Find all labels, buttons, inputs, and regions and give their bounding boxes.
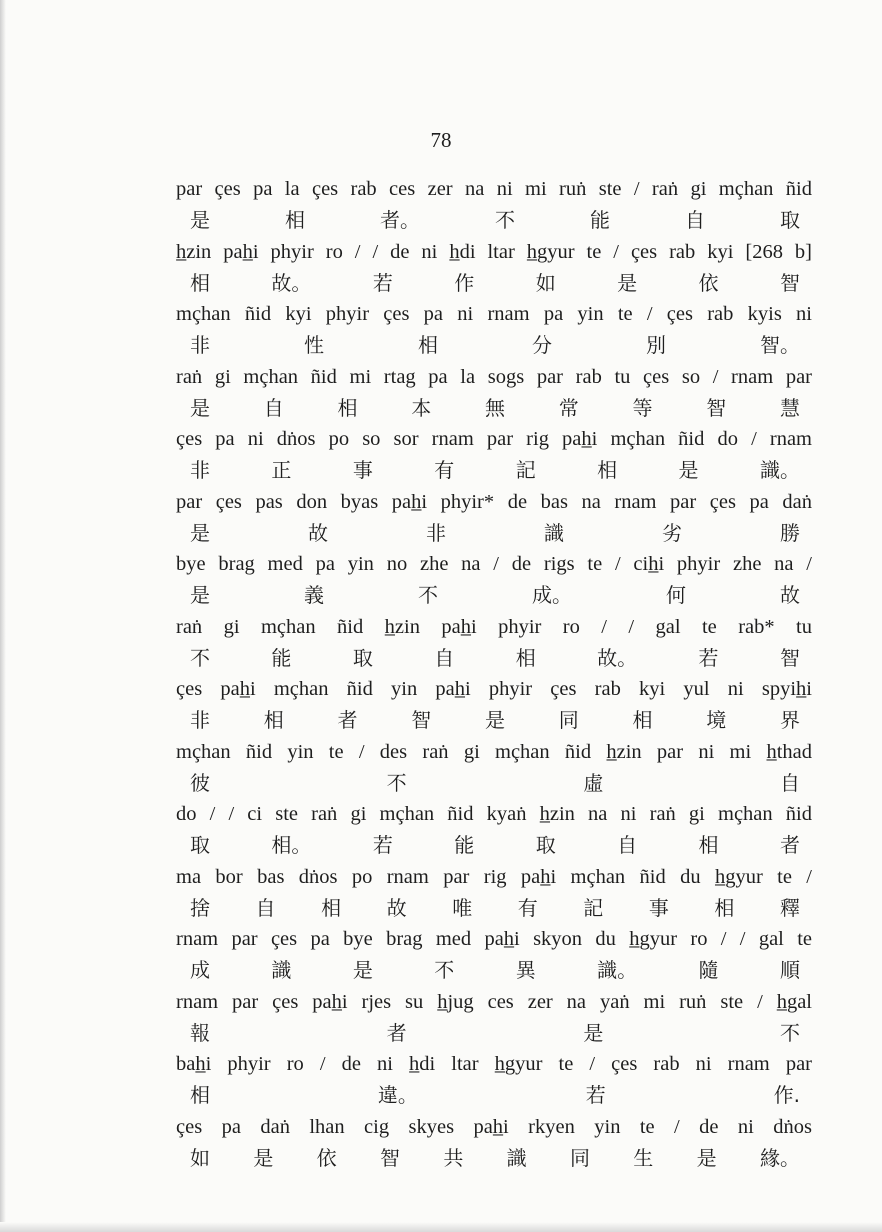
chinese-character: 識。	[597, 958, 638, 982]
text-line-pair	[0, 238, 882, 301]
chinese-character: 者。	[380, 208, 420, 232]
chinese-gloss-line	[190, 957, 800, 983]
chinese-character: 相	[714, 895, 735, 920]
chinese-character: 若	[585, 1083, 606, 1107]
text-line-pair	[0, 738, 882, 801]
chinese-character: 故	[308, 520, 328, 545]
chinese-character: 智	[779, 270, 800, 295]
tibetan-line: par çes pa la çes rab ces zer na ni mi ruṅ ste / raṅ gi mçhan ñid	[176, 178, 812, 200]
tibetan-line: mçhan ñid kyi phyir çes pa ni rnam pa yin te / çes rab kyis ni	[176, 303, 812, 325]
chinese-character: 相	[515, 645, 536, 670]
chinese-character: 是	[583, 1020, 604, 1045]
chinese-character: 緣。	[759, 1145, 800, 1170]
chinese-character: 智	[411, 708, 432, 732]
chinese-character: 依	[316, 1145, 337, 1170]
chinese-character: 若	[372, 270, 393, 295]
chinese-character: 境	[706, 708, 727, 732]
chinese-character: 若	[372, 833, 393, 857]
chinese-character: 取	[535, 833, 556, 857]
text-line-pair	[0, 863, 882, 926]
text-line-pair	[0, 300, 882, 363]
chinese-character: 取	[780, 208, 800, 232]
chinese-character: 是	[190, 520, 210, 545]
chinese-character: 智	[706, 395, 727, 420]
chinese-character: 不	[434, 958, 455, 982]
chinese-character: 有	[434, 458, 455, 482]
interlinear-text	[0, 175, 882, 1175]
chinese-character: 順	[779, 958, 800, 982]
text-line-pair	[0, 363, 882, 426]
chinese-character: 如	[535, 270, 556, 295]
chinese-gloss-line	[190, 332, 800, 358]
chinese-character: 自	[263, 395, 284, 420]
chinese-character: 性	[304, 333, 324, 357]
chinese-character: 者	[386, 1020, 407, 1045]
chinese-character: 非	[190, 333, 210, 357]
tibetan-line: bye brag med pa yin no zhe na / de rigs te / cih̲i phyir zhe na /	[176, 553, 812, 575]
tibetan-line: ma bor bas dṅos po rnam par rig pah̲i mçhan ñid du h̲gyur te /	[176, 865, 812, 888]
chinese-gloss-line	[190, 520, 800, 546]
chinese-character: 非	[190, 708, 210, 732]
chinese-character: 隨	[698, 958, 719, 982]
chinese-gloss-line	[190, 207, 800, 233]
chinese-character: 正	[271, 458, 292, 482]
chinese-character: 者	[337, 708, 358, 732]
chinese-character: 義	[304, 583, 324, 607]
chinese-gloss-line	[190, 1020, 800, 1046]
chinese-character: 作	[454, 270, 475, 295]
chinese-character: 捨	[190, 895, 210, 920]
chinese-character: 非	[190, 458, 210, 482]
chinese-character: 勝	[780, 520, 800, 545]
chinese-gloss-line	[190, 395, 800, 421]
tibetan-line: raṅ gi mçhan ñid h̲zin pah̲i phyir ro / / gal te rab* tu	[176, 615, 812, 638]
chinese-character: 慧	[780, 395, 800, 420]
chinese-character: 相	[263, 708, 284, 732]
text-line-pair	[0, 925, 882, 988]
chinese-character: 是	[190, 208, 210, 232]
chinese-gloss-line	[190, 832, 800, 858]
chinese-character: 不	[386, 770, 407, 795]
tibetan-line: mçhan ñid yin te / des raṅ gi mçhan ñid h̲zin par ni mi h̲thad	[176, 740, 812, 763]
tibetan-line: çes pa ni dṅos po so sor rnam par rig pah̲i mçhan ñid do / rnam	[176, 428, 812, 450]
chinese-character: 識	[506, 1145, 527, 1170]
chinese-character: 相	[597, 458, 618, 482]
chinese-character: 若	[698, 645, 719, 670]
chinese-character: 彼	[190, 770, 210, 795]
chinese-character: 不	[190, 645, 210, 670]
chinese-character: 故。	[271, 270, 312, 295]
chinese-character: 是	[253, 1145, 274, 1170]
chinese-character: 不	[495, 208, 515, 232]
tibetan-line: rnam par çes pah̲i rjes su h̲jug ces zer na yaṅ mi ruṅ ste / h̲gal	[176, 990, 812, 1013]
text-line-pair	[0, 1050, 882, 1113]
chinese-character: 本	[411, 395, 432, 420]
chinese-character: 智。	[760, 333, 800, 357]
chinese-character: 記	[583, 895, 604, 920]
tibetan-line: do / / ci ste raṅ gi mçhan ñid kyaṅ h̲zin na ni raṅ gi mçhan ñid	[176, 803, 812, 825]
chinese-character: 取	[190, 833, 210, 857]
chinese-character: 故	[386, 895, 407, 920]
chinese-character: 何	[666, 583, 686, 607]
chinese-character: 不	[779, 1020, 800, 1045]
text-line-pair	[0, 800, 882, 863]
text-line-pair	[0, 550, 882, 613]
text-line-pair	[0, 613, 882, 676]
chinese-character: 識	[271, 958, 292, 982]
chinese-character: 智	[779, 645, 800, 670]
chinese-gloss-line	[190, 457, 800, 483]
chinese-character: 是	[352, 958, 373, 982]
chinese-character: 是	[678, 458, 699, 482]
chinese-character: 別	[646, 333, 666, 357]
chinese-gloss-line	[190, 1082, 800, 1108]
chinese-character: 相	[190, 270, 210, 295]
chinese-character: 識。	[759, 458, 800, 482]
text-line-pair	[0, 988, 882, 1051]
chinese-character: 相	[632, 708, 653, 732]
chinese-character: 是	[190, 583, 210, 607]
chinese-character: 分	[532, 333, 552, 357]
chinese-character: 識	[544, 520, 564, 545]
chinese-character: 生	[633, 1145, 654, 1170]
chinese-character: 相	[321, 895, 342, 920]
chinese-character: 能	[590, 208, 610, 232]
chinese-character: 相	[337, 395, 358, 420]
text-line-pair	[0, 175, 882, 238]
chinese-character: 能	[271, 645, 292, 670]
chinese-gloss-line	[190, 707, 800, 733]
chinese-character: 自	[685, 208, 705, 232]
chinese-character: 常	[558, 395, 579, 420]
text-line-pair	[0, 675, 882, 738]
chinese-gloss-line	[190, 1145, 800, 1171]
chinese-character: 自	[255, 895, 276, 920]
chinese-character: 相	[285, 208, 305, 232]
chinese-character: 唯	[452, 895, 473, 920]
chinese-gloss-line	[190, 582, 800, 608]
chinese-character: 界	[780, 708, 800, 732]
chinese-character: 虛	[583, 770, 604, 795]
chinese-character: 異	[515, 958, 536, 982]
chinese-character: 智	[379, 1145, 400, 1170]
chinese-character: 釋	[779, 895, 800, 920]
chinese-gloss-line	[190, 895, 800, 921]
tibetan-line: h̲zin pah̲i phyir ro / / de ni h̲di ltar h̲gyur te / çes rab kyi [268 b]	[176, 240, 812, 263]
chinese-character: 事	[352, 458, 373, 482]
page-bottom-edge	[0, 1222, 882, 1232]
chinese-character: 共	[443, 1145, 464, 1170]
chinese-gloss-line	[190, 645, 800, 671]
tibetan-line: çes pah̲i mçhan ñid yin pah̲i phyir çes rab kyi yul ni spyih̲i	[176, 678, 812, 700]
text-line-pair	[0, 425, 882, 488]
chinese-character: 相。	[271, 833, 312, 857]
chinese-character: 故	[780, 583, 800, 607]
chinese-character: 如	[190, 1145, 210, 1170]
chinese-character: 者	[779, 833, 800, 857]
chinese-gloss-line	[190, 770, 800, 796]
chinese-character: 是	[485, 708, 505, 732]
chinese-character: 同	[558, 708, 579, 732]
chinese-character: 依	[698, 270, 719, 295]
chinese-character: 自	[434, 645, 455, 670]
chinese-character: 劣	[662, 520, 682, 545]
text-line-pair	[0, 488, 882, 551]
chinese-character: 違。	[377, 1083, 418, 1107]
chinese-character: 無	[485, 395, 505, 420]
chinese-character: 相	[698, 833, 719, 857]
text-line-pair	[0, 1113, 882, 1176]
page-number: 78	[430, 128, 452, 152]
chinese-character: 相	[418, 333, 438, 357]
chinese-character: 能	[454, 833, 475, 857]
chinese-character: 相	[190, 1083, 210, 1107]
chinese-character: 自	[779, 770, 800, 795]
tibetan-line: par çes pas don byas pah̲i phyir* de bas na rnam par çes pa daṅ	[176, 490, 812, 513]
chinese-character: 有	[517, 895, 538, 920]
chinese-character: 不	[418, 583, 438, 607]
chinese-character: 是	[617, 270, 638, 295]
chinese-character: 等	[632, 395, 653, 420]
chinese-character: 報	[190, 1020, 210, 1045]
chinese-gloss-line	[190, 270, 800, 296]
chinese-character: 自	[617, 833, 638, 857]
tibetan-line: bah̲i phyir ro / de ni h̲di ltar h̲gyur te / çes rab ni rnam par	[176, 1053, 812, 1075]
chinese-character: 成。	[532, 583, 572, 607]
chinese-character: 是	[696, 1145, 717, 1170]
chinese-character: 成	[190, 958, 210, 982]
chinese-character: 是	[190, 395, 210, 420]
chinese-character: 記	[515, 458, 536, 482]
chinese-character: 取	[352, 645, 373, 670]
tibetan-line: raṅ gi mçhan ñid mi rtag pa la sogs par rab tu çes so / rnam par	[176, 365, 812, 388]
chinese-character: 作.	[773, 1083, 800, 1107]
chinese-character: 事	[648, 895, 669, 920]
chinese-character: 非	[426, 520, 446, 545]
tibetan-line: çes pa daṅ lhan cig skyes pah̲i rkyen yin te / de ni dṅos	[176, 1115, 812, 1138]
tibetan-line: rnam par çes pa bye brag med pah̲i skyon du h̲gyur ro / / gal te	[176, 928, 812, 950]
chinese-character: 故。	[597, 645, 638, 670]
chinese-character: 同	[569, 1145, 590, 1170]
